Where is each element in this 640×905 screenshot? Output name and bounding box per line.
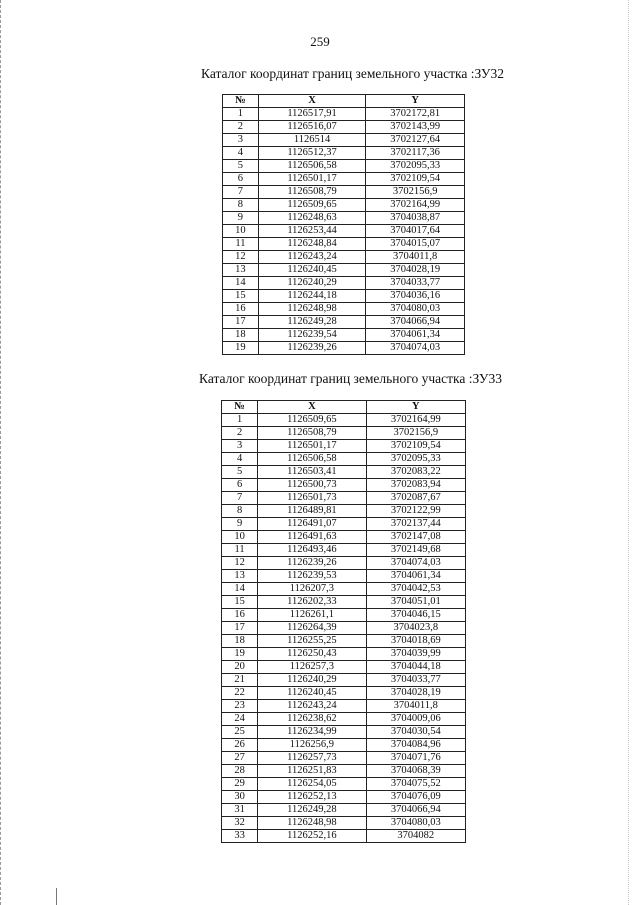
point-number-cell: 19 — [222, 648, 258, 661]
point-number-cell: 17 — [222, 622, 258, 635]
table-row — [222, 791, 466, 804]
point-number-cell: 13 — [223, 264, 259, 277]
table-row — [223, 238, 465, 251]
point-number-cell: 11 — [223, 238, 259, 251]
table-row — [222, 531, 466, 544]
x-coordinate-cell: 1126250,43 — [258, 648, 366, 661]
x-coordinate-cell: 1126240,45 — [258, 264, 366, 277]
coordinate-table-zu32 — [222, 94, 465, 355]
x-coordinate-cell: 1126256,9 — [258, 739, 366, 752]
table-row — [223, 134, 465, 147]
table-row — [223, 316, 465, 329]
table-row — [222, 466, 466, 479]
x-coordinate-cell: 1126509,65 — [258, 414, 366, 427]
table-row — [222, 752, 466, 765]
x-coordinate-cell: 1126514 — [258, 134, 366, 147]
x-coordinate-cell: 1126501,17 — [258, 440, 366, 453]
point-number-cell: 17 — [223, 316, 259, 329]
x-coordinate-cell: 1126509,65 — [258, 199, 366, 212]
point-number-cell: 23 — [222, 700, 258, 713]
point-number-cell: 12 — [222, 557, 258, 570]
x-coordinate-cell: 1126240,29 — [258, 277, 366, 290]
x-coordinate-cell: 1126257,73 — [258, 752, 366, 765]
table-row — [222, 414, 466, 427]
point-number-cell: 13 — [222, 570, 258, 583]
x-coordinate-cell: 1126517,91 — [258, 108, 366, 121]
point-number-cell: 16 — [222, 609, 258, 622]
y-coordinate-cell: 3704011,8 — [366, 251, 465, 264]
point-number-cell: 33 — [222, 830, 258, 843]
y-coordinate-cell: 3704084,96 — [366, 739, 465, 752]
y-coordinate-cell: 3702147,08 — [366, 531, 465, 544]
table-row — [222, 830, 466, 843]
point-number-cell: 7 — [223, 186, 259, 199]
y-coordinate-cell: 3702095,33 — [366, 453, 465, 466]
y-coordinate-cell: 3704030,54 — [366, 726, 465, 739]
table-row — [222, 661, 466, 674]
table-row — [222, 765, 466, 778]
x-coordinate-cell: 1126264,39 — [258, 622, 366, 635]
point-number-cell: 15 — [223, 290, 259, 303]
y-coordinate-cell: 3704044,18 — [366, 661, 465, 674]
y-coordinate-cell: 3704038,87 — [366, 212, 465, 225]
y-coordinate-cell: 3704082 — [366, 830, 465, 843]
point-number-cell: 9 — [222, 518, 258, 531]
x-coordinate-cell: 1126239,53 — [258, 570, 366, 583]
table-row — [223, 147, 465, 160]
y-coordinate-cell: 3704023,8 — [366, 622, 465, 635]
x-coordinate-cell: 1126251,83 — [258, 765, 366, 778]
point-number-cell: 25 — [222, 726, 258, 739]
point-number-cell: 3 — [222, 440, 258, 453]
x-coordinate-cell: 1126257,3 — [258, 661, 366, 674]
y-coordinate-cell: 3704066,94 — [366, 804, 465, 817]
x-coordinate-cell: 1126240,45 — [258, 687, 366, 700]
point-number-cell: 14 — [222, 583, 258, 596]
y-coordinate-cell: 3702143,99 — [366, 121, 465, 134]
header-x: X — [258, 95, 366, 108]
table-row — [223, 225, 465, 238]
y-coordinate-cell: 3702087,67 — [366, 492, 465, 505]
y-coordinate-cell: 3704018,69 — [366, 635, 465, 648]
y-coordinate-cell: 3704076,09 — [366, 791, 465, 804]
y-coordinate-cell: 3702137,44 — [366, 518, 465, 531]
table-row — [222, 479, 466, 492]
coordinate-table-zu33 — [221, 400, 466, 843]
table-row — [223, 264, 465, 277]
point-number-cell: 32 — [222, 817, 258, 830]
x-coordinate-cell: 1126249,28 — [258, 804, 366, 817]
x-coordinate-cell: 1126239,26 — [258, 557, 366, 570]
y-coordinate-cell: 3702164,99 — [366, 414, 465, 427]
x-coordinate-cell: 1126493,46 — [258, 544, 366, 557]
x-coordinate-cell: 1126239,26 — [258, 342, 366, 355]
y-coordinate-cell: 3702164,99 — [366, 199, 465, 212]
table-row — [222, 518, 466, 531]
point-number-cell: 2 — [222, 427, 258, 440]
x-coordinate-cell: 1126243,24 — [258, 700, 366, 713]
x-coordinate-cell: 1126255,25 — [258, 635, 366, 648]
point-number-cell: 9 — [223, 212, 259, 225]
table-row — [222, 700, 466, 713]
y-coordinate-cell: 3702083,94 — [366, 479, 465, 492]
y-coordinate-cell: 3704039,99 — [366, 648, 465, 661]
x-coordinate-cell: 1126248,84 — [258, 238, 366, 251]
point-number-cell: 7 — [222, 492, 258, 505]
header-num: № — [222, 401, 258, 414]
point-number-cell: 26 — [222, 739, 258, 752]
x-coordinate-cell: 1126249,28 — [258, 316, 366, 329]
y-coordinate-cell: 3702156,9 — [366, 186, 465, 199]
table-row — [222, 440, 466, 453]
x-coordinate-cell: 1126491,07 — [258, 518, 366, 531]
table-row — [223, 121, 465, 134]
point-number-cell: 30 — [222, 791, 258, 804]
table-row — [222, 622, 466, 635]
x-coordinate-cell: 1126261,1 — [258, 609, 366, 622]
y-coordinate-cell: 3704028,19 — [366, 687, 465, 700]
y-coordinate-cell: 3704080,03 — [366, 817, 465, 830]
table-row — [222, 596, 466, 609]
y-coordinate-cell: 3702083,22 — [366, 466, 465, 479]
y-coordinate-cell: 3704033,77 — [366, 674, 465, 687]
scan-mark — [56, 888, 57, 905]
point-number-cell: 24 — [222, 713, 258, 726]
point-number-cell: 22 — [222, 687, 258, 700]
x-coordinate-cell: 1126244,18 — [258, 290, 366, 303]
y-coordinate-cell: 3704033,77 — [366, 277, 465, 290]
table-row — [222, 427, 466, 440]
table-row — [222, 674, 466, 687]
x-coordinate-cell: 1126248,98 — [258, 303, 366, 316]
y-coordinate-cell: 3704066,94 — [366, 316, 465, 329]
point-number-cell: 12 — [223, 251, 259, 264]
table-row — [222, 609, 466, 622]
point-number-cell: 20 — [222, 661, 258, 674]
table-row — [222, 713, 466, 726]
x-coordinate-cell: 1126239,54 — [258, 329, 366, 342]
table-row — [223, 173, 465, 186]
x-coordinate-cell: 1126506,58 — [258, 160, 366, 173]
y-coordinate-cell: 3704046,15 — [366, 609, 465, 622]
x-coordinate-cell: 1126254,05 — [258, 778, 366, 791]
table-row — [223, 290, 465, 303]
y-coordinate-cell: 3704042,53 — [366, 583, 465, 596]
point-number-cell: 8 — [222, 505, 258, 518]
x-coordinate-cell: 1126516,07 — [258, 121, 366, 134]
table-header-row — [223, 95, 465, 108]
x-coordinate-cell: 1126508,79 — [258, 186, 366, 199]
y-coordinate-cell: 3702109,54 — [366, 440, 465, 453]
table-row — [222, 583, 466, 596]
table-row — [223, 186, 465, 199]
point-number-cell: 31 — [222, 804, 258, 817]
y-coordinate-cell: 3702122,99 — [366, 505, 465, 518]
point-number-cell: 3 — [223, 134, 259, 147]
point-number-cell: 5 — [223, 160, 259, 173]
header-num: № — [223, 95, 259, 108]
x-coordinate-cell: 1126253,44 — [258, 225, 366, 238]
table-row — [223, 342, 465, 355]
table-row — [222, 778, 466, 791]
x-coordinate-cell: 1126489,81 — [258, 505, 366, 518]
point-number-cell: 1 — [223, 108, 259, 121]
x-coordinate-cell: 1126500,73 — [258, 479, 366, 492]
y-coordinate-cell: 3704080,03 — [366, 303, 465, 316]
y-coordinate-cell: 3702149,68 — [366, 544, 465, 557]
table-row — [223, 277, 465, 290]
point-number-cell: 4 — [223, 147, 259, 160]
table-row — [222, 817, 466, 830]
y-coordinate-cell: 3704061,34 — [366, 329, 465, 342]
y-coordinate-cell: 3704009,06 — [366, 713, 465, 726]
point-number-cell: 21 — [222, 674, 258, 687]
x-coordinate-cell: 1126506,58 — [258, 453, 366, 466]
y-coordinate-cell: 3702156,9 — [366, 427, 465, 440]
table-row — [223, 199, 465, 212]
table-header-row — [222, 401, 466, 414]
x-coordinate-cell: 1126501,17 — [258, 173, 366, 186]
table-row — [223, 251, 465, 264]
point-number-cell: 10 — [223, 225, 259, 238]
header-x: X — [258, 401, 366, 414]
point-number-cell: 28 — [222, 765, 258, 778]
y-coordinate-cell: 3702095,33 — [366, 160, 465, 173]
y-coordinate-cell: 3704017,64 — [366, 225, 465, 238]
x-coordinate-cell: 1126207,3 — [258, 583, 366, 596]
x-coordinate-cell: 1126248,98 — [258, 817, 366, 830]
point-number-cell: 11 — [222, 544, 258, 557]
table-row — [222, 726, 466, 739]
table-row — [223, 329, 465, 342]
table-row — [223, 108, 465, 121]
header-y: Y — [366, 95, 465, 108]
x-coordinate-cell: 1126491,63 — [258, 531, 366, 544]
header-y: Y — [366, 401, 465, 414]
table-row — [222, 804, 466, 817]
y-coordinate-cell: 3702127,64 — [366, 134, 465, 147]
y-coordinate-cell: 3704071,76 — [366, 752, 465, 765]
point-number-cell: 2 — [223, 121, 259, 134]
table-row — [222, 570, 466, 583]
y-coordinate-cell: 3704068,39 — [366, 765, 465, 778]
x-coordinate-cell: 1126248,63 — [258, 212, 366, 225]
y-coordinate-cell: 3704036,16 — [366, 290, 465, 303]
table-row — [223, 303, 465, 316]
x-coordinate-cell: 1126202,33 — [258, 596, 366, 609]
point-number-cell: 6 — [223, 173, 259, 186]
table-row — [222, 635, 466, 648]
x-coordinate-cell: 1126252,16 — [258, 830, 366, 843]
page-number: 259 — [310, 34, 330, 49]
point-number-cell: 16 — [223, 303, 259, 316]
point-number-cell: 15 — [222, 596, 258, 609]
point-number-cell: 27 — [222, 752, 258, 765]
y-coordinate-cell: 3702117,36 — [366, 147, 465, 160]
table-row — [222, 544, 466, 557]
y-coordinate-cell: 3702172,81 — [366, 108, 465, 121]
x-coordinate-cell: 1126234,99 — [258, 726, 366, 739]
table-row — [222, 557, 466, 570]
point-number-cell: 8 — [223, 199, 259, 212]
x-coordinate-cell: 1126243,24 — [258, 251, 366, 264]
x-coordinate-cell: 1126252,13 — [258, 791, 366, 804]
table-row — [222, 492, 466, 505]
point-number-cell: 1 — [222, 414, 258, 427]
y-coordinate-cell: 3704051,01 — [366, 596, 465, 609]
table-row — [222, 687, 466, 700]
scan-edge-left — [0, 0, 7, 905]
point-number-cell: 6 — [222, 479, 258, 492]
point-number-cell: 18 — [222, 635, 258, 648]
y-coordinate-cell: 3704028,19 — [366, 264, 465, 277]
x-coordinate-cell: 1126508,79 — [258, 427, 366, 440]
y-coordinate-cell: 3702109,54 — [366, 173, 465, 186]
table-row — [223, 212, 465, 225]
x-coordinate-cell: 1126240,29 — [258, 674, 366, 687]
x-coordinate-cell: 1126512,37 — [258, 147, 366, 160]
table-row — [222, 739, 466, 752]
point-number-cell: 29 — [222, 778, 258, 791]
table-row — [222, 505, 466, 518]
point-number-cell: 5 — [222, 466, 258, 479]
catalog-title-zu33: Каталог координат границ земельного участка :ЗУ33 — [199, 371, 502, 386]
point-number-cell: 14 — [223, 277, 259, 290]
y-coordinate-cell: 3704075,52 — [366, 778, 465, 791]
point-number-cell: 19 — [223, 342, 259, 355]
x-coordinate-cell: 1126503,41 — [258, 466, 366, 479]
y-coordinate-cell: 3704074,03 — [366, 557, 465, 570]
point-number-cell: 10 — [222, 531, 258, 544]
y-coordinate-cell: 3704011,8 — [366, 700, 465, 713]
y-coordinate-cell: 3704074,03 — [366, 342, 465, 355]
x-coordinate-cell: 1126501,73 — [258, 492, 366, 505]
y-coordinate-cell: 3704015,07 — [366, 238, 465, 251]
scan-edge-right — [628, 0, 630, 905]
y-coordinate-cell: 3704061,34 — [366, 570, 465, 583]
point-number-cell: 4 — [222, 453, 258, 466]
table-row — [222, 648, 466, 661]
point-number-cell: 18 — [223, 329, 259, 342]
table-row — [222, 453, 466, 466]
catalog-title-zu32: Каталог координат границ земельного участка :ЗУ32 — [201, 66, 504, 81]
x-coordinate-cell: 1126238,62 — [258, 713, 366, 726]
table-row — [223, 160, 465, 173]
